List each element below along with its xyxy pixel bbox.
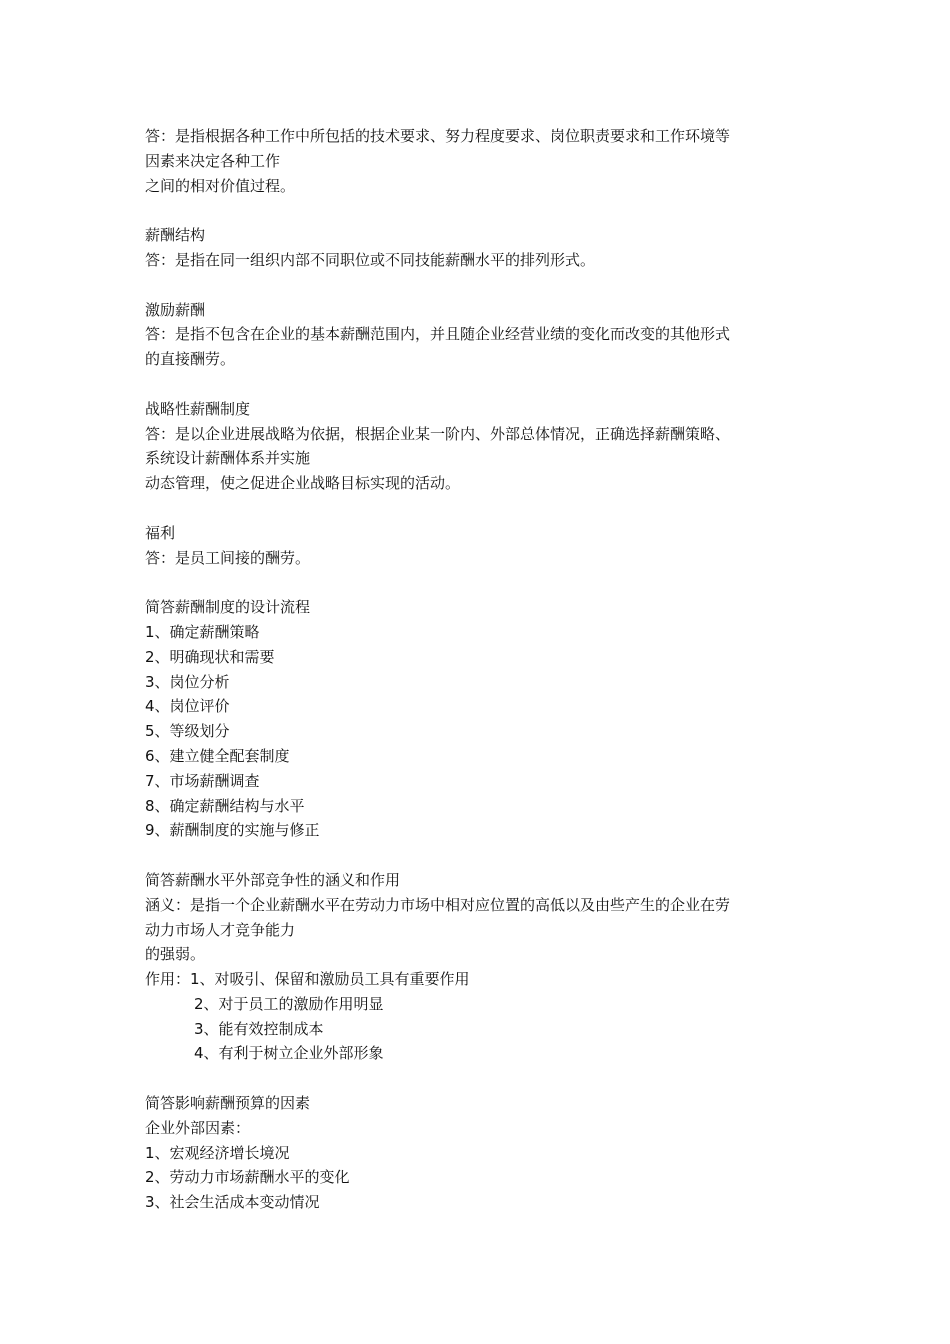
list-item: 2、劳动力市场薪酬水平的变化 (145, 1168, 350, 1187)
section-incentive-pay (145, 298, 815, 372)
text-line: 答：是员工间接的酬劳。 (145, 548, 311, 567)
text-line: 之间的相对价值过程。 (145, 176, 296, 195)
list-item: 1、宏观经济增长境况 (145, 1143, 290, 1162)
document-body (145, 124, 815, 1215)
list-item: 6、建立健全配套制度 (145, 746, 290, 765)
paragraph-gap (145, 273, 815, 298)
list-item: 2、明确现状和需要 (145, 647, 275, 666)
text-line: 涵义：是指一个企业薪酬水平在劳动力市场中相对应位置的高低以及由些产生的企业在劳 (145, 895, 731, 914)
paragraph-gap (145, 198, 815, 223)
text-line: 动态管理，使之促进企业战略目标实现的活动。 (145, 474, 461, 493)
paragraph-gap (145, 496, 815, 521)
list-item: 4、有利于树立企业外部形象 (194, 1044, 384, 1063)
text-line: 作用：1、对吸引、保留和激励员工具有重要作用 (145, 970, 470, 989)
text-line: 答：是指根据各种工作中所包括的技术要求、努力程度要求、岗位职责要求和工作环境等 (145, 127, 731, 145)
section-job-evaluation (145, 124, 815, 198)
list-item: 2、对于员工的激励作用明显 (194, 994, 384, 1013)
section-design-process (145, 595, 815, 843)
section-heading: 简答薪酬制度的设计流程 (145, 598, 311, 617)
list-item: 8、确定薪酬结构与水平 (145, 796, 305, 815)
list-item: 4、岗位评价 (145, 697, 230, 716)
text-line: 答：是指在同一组织内部不同职位或不同技能薪酬水平的排列形式。 (145, 250, 596, 269)
section-heading: 简答薪酬水平外部竞争性的涵义和作用 (145, 870, 401, 889)
section-heading: 激励薪酬 (145, 300, 206, 319)
section-external-competitiveness (145, 868, 815, 1066)
list-item: 9、薪酬制度的实施与修正 (145, 821, 320, 840)
section-welfare (145, 521, 815, 571)
list-item: 1、确定薪酬策略 (145, 622, 260, 641)
section-heading: 福利 (145, 523, 176, 542)
text-line: 的强弱。 (145, 945, 206, 964)
paragraph-gap (145, 570, 815, 595)
section-heading: 战略性薪酬制度 (145, 399, 251, 418)
text-line: 企业外部因素： (145, 1118, 251, 1137)
text-line: 的直接酬劳。 (145, 350, 236, 369)
list-item: 7、市场薪酬调查 (145, 771, 260, 790)
section-budget-factors (145, 1091, 815, 1215)
text-line: 答：是以企业进展战略为依据，根据企业某一阶内、外部总体情况，正确选择薪酬策略、 (145, 424, 731, 443)
list-item: 3、社会生活成本变动情况 (145, 1193, 320, 1212)
paragraph-gap (145, 372, 815, 397)
list-item: 5、等级划分 (145, 722, 230, 741)
text-line: 动力市场人才竞争能力 (145, 920, 296, 939)
paragraph-gap (145, 1066, 815, 1091)
list-item: 3、岗位分析 (145, 672, 230, 691)
section-heading: 简答影响薪酬预算的因素 (145, 1094, 311, 1113)
section-pay-structure (145, 223, 815, 273)
text-line: 系统设计薪酬体系并实施 (145, 449, 311, 468)
paragraph-gap (145, 843, 815, 868)
section-strategic-pay-system (145, 397, 815, 496)
text-line: 因素来决定各种工作 (145, 151, 281, 170)
list-item: 3、能有效控制成本 (194, 1019, 324, 1038)
text-line: 答：是指不包含在企业的基本薪酬范围内，并且随企业经营业绩的变化而改变的其他形式 (145, 325, 731, 344)
section-heading: 薪酬结构 (145, 226, 206, 245)
